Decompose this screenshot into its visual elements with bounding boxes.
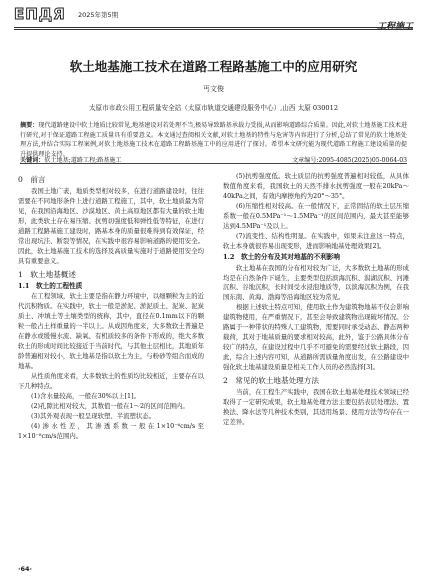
paragraph: 根据上述软土特点可知，使用软土作为建筑物地基不仅会影响建筑物使用，在严重情况下，甚至会导致建筑物出现破坏情况。公路属于一种带状的特殊人工建筑物，需要同时承受动态、静态两种载荷，其对于地基质量的要求相对较高，此外，鉴于公路具体分布较广的特点，在建设过程中几乎不可避免的需要经过软土路段，因此，综合上述内容可知，从道路所需质量角度出发，在公路建设中强化软土地基建设质量是相关工作人员的必然选择[3]。 (223, 303, 409, 372)
section-heading: 1.2 软土的分布及其对地基的不利影响 (223, 252, 340, 261)
section-heading: 1.1 软土的工程性质 (18, 281, 83, 290)
section-heading: 2 常见的软土地基处理方法 (223, 376, 319, 386)
paragraph: 软土地基在我国的分布相对较为广泛，大多数软土地基的形成均是在自然条件下诞生，主要类型包括滨海沉积、潟湖沉积、河滩沉积、谷地沉积，长时间受水浸泡地质等，以滨海沉积为例，在我国东南、黄海、渤海等沿海地区较为常见。 (223, 263, 409, 302)
section-category: 工程施工 (376, 22, 413, 32)
article-number: 文章编号:2095-4085(2025)05-0064-03 (292, 157, 407, 164)
list-item: (2)孔隙比相对较大，其数值一般在1～2的区间范围内。 (31, 401, 189, 410)
article-author: 丐文俊 (203, 85, 224, 93)
abstract-text: 现代道路建设中软土地质比较常见,地基建设对若处理不当,极易导致路基承载力受损,从而影响道路综合质量。因此,对软土地基施工技术进行研究,对于保证道路工程施工质量具有重要意义。本文通过查阅相关文献,对软土地基的特性与危害等内容进行了分析,总结了常见的软土地基处理方法,并结合实际工程案例,对软土地基施工技术在道路工程路基施工中的应用进行了探讨。希望本文研究能为现代道路工程施工建设质量的提升提供理论支持。 (20, 122, 408, 158)
left-column (18, 172, 204, 442)
journal-logo: ЕПДЯ (14, 5, 66, 23)
section-heading: 1 软土地基概述 (18, 269, 76, 279)
list-item: (1)含水量较高，一般在30%以上[1]。 (31, 392, 140, 401)
author-affiliation: 太原市市政公用工程质量安全站（太原市轨道交通建设服务中心）,山西 太原 030012 (88, 104, 339, 112)
paragraph: 在工程领域，软土主要是指在静力环境中，以细颗粒为主的近代沉积物质。在实践中，软土一般是淤泥、淤泥质土、泥炭、泥炭质土、冲填土等土壤类型的统称，其中，直径在0.1mm以下的颗粒一般占土样重量的一半以上。从成因角度来，大多数软土普遍是在静水或缓慢水流、缺氧、有机质较多的条件下形成的，绝大多数软土的形成时间比较接近于当前时代，与其他土层相比，其地质年龄普遍相对较小，软土地基是指以软土为主，与粉砂等组合而成的地基。 (18, 292, 204, 371)
list-item: (4)渗水性差，其渗透系数一般在1×10⁻⁶cm/s至1×10⁻⁸cm/s范围内。 (18, 421, 204, 440)
list-item: (7)流变性、结构性明显。在实践中，如果未注意这一特点，软土本身就很容易出现变形，进而影响地基处理效果[2]。 (223, 231, 409, 250)
abstract-label: 摘要： (20, 122, 39, 129)
page-header (14, 5, 413, 32)
paragraph: 从性质角度来看，大多数软土的性质均比较相近，主要存在以下几种特点。 (18, 372, 204, 391)
paragraph: 我国土地广袤，地质类型相对较多，在进行道路建设时，往往需要在不同地形条件上进行道路工程施工，其中，软土地质最为常见，在我国沿海地区、沙漠地区、黄土高原地区都有大量的软土地形，此类软土存在易压缩、抗剪切强度低和弹性低等特征，在进行道路工程路基施工建设时，路基本身的质量很难得到有效保证，经常出现坑洼、断裂等情况，在实践中很容易影响道路的使用安全。因此，软土地基施工技术的选择及高质量实施对于道路使用安全均具有重要意义。 (18, 186, 204, 265)
section-heading: 0 前言 (18, 175, 46, 184)
issue-label: 2025年第5期 (78, 11, 119, 19)
right-column (223, 172, 409, 428)
keywords-label: 关键词： (20, 157, 45, 164)
list-item: (3)其外观表现一般呈现软塑、半流塑状态。 (31, 411, 156, 420)
keywords-text: 软土地基;道路工程;路基施工 (44, 157, 122, 164)
article-title: 软土地基施工技术在道路工程路基施工中的应用研究 (69, 59, 358, 74)
page-number: ·64· (18, 565, 32, 573)
list-item: (5)抗剪强度低。软土质层的抗剪强度普遍相对较低，从具体数值角度来看，我国软土的天然不排水抗剪强度一般在20kPa～40kPa之间，有效内摩擦角约为20°～35°。 (223, 172, 409, 200)
list-item: (6)压缩性相对较高。在一般情况下，正常固结的软土层压缩系数一般在0.5MPa⁻¹～1.5MPa⁻¹的区间范围内，最大甚至能够达到4.5MPa⁻¹及以上。 (223, 201, 409, 230)
keywords-rule (20, 163, 407, 164)
paragraph: 当前，在工程生产实践中，我国在软土地基处理技术领域已经取得了一定研究成果，软土地基处理方法主要包括表层处理法、置换法、降水法等几种技术类别，其适用场景、使用方法等均存在一定差异。 (223, 388, 409, 426)
abstract (20, 121, 407, 159)
header-rule-thin (14, 29, 413, 30)
header-rule (14, 27, 413, 28)
